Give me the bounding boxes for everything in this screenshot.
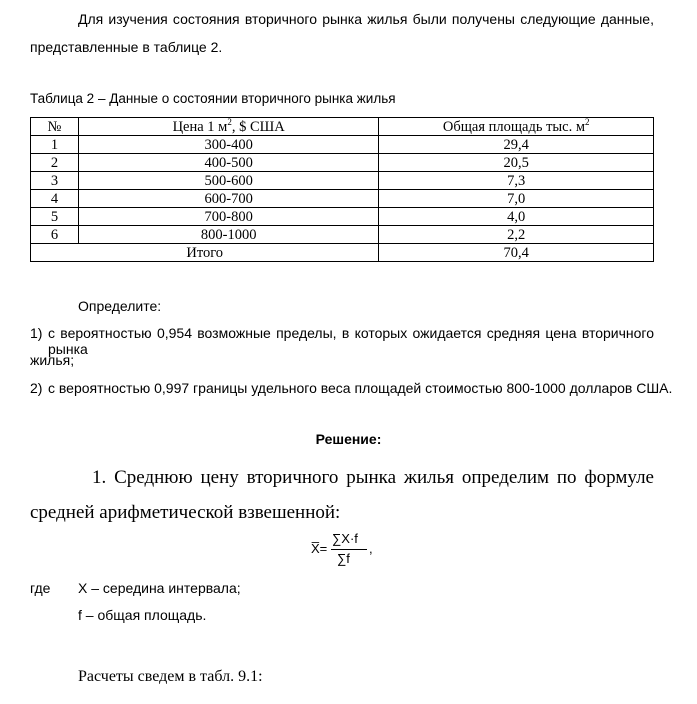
cell-num: 3 [31,172,79,190]
cell-area: 7,3 [379,172,654,190]
table-row [31,208,654,226]
cell-area: 29,4 [379,136,654,154]
formula-denominator: ∑f [337,551,350,566]
cell-area: 7,0 [379,190,654,208]
table-row [31,136,654,154]
cell-price: 300-400 [78,136,378,154]
intro-line-1: Для изучения состояния вторичного рынка жилья были получены следующие данные, [78,11,654,27]
cell-num: 5 [31,208,79,226]
cell-area: 4,0 [379,208,654,226]
task-item-2-num: 2) [30,380,43,396]
solution-heading: Решение: [315,431,382,447]
header-area: Общая площадь тыс. $м^2$ [379,118,654,136]
total-label: Итого [31,244,379,262]
cell-num: 2 [31,154,79,172]
cell-num: 1 [31,136,79,154]
table-caption: Таблица 2 – Данные о состоянии вторичного рынка жилья [30,91,396,106]
cell-price: 700-800 [78,208,378,226]
formula-lhs: X̅= [311,541,328,556]
intro-line-2: представленные в таблице 2. [30,39,223,55]
task-item-2-line-1: с вероятностью 0,997 границы удельного веса площадей стоимостью 800-1000 долларов США. [48,380,673,396]
table-total-row [31,244,654,262]
cell-num: 4 [31,190,79,208]
header-price: Цена 1 $м^2$, $ США [78,118,378,136]
task-item-1-line-2: жилья; [30,352,75,368]
cell-price: 400-500 [78,154,378,172]
task-item-1-line-1: с вероятностью 0,954 возможные пределы, в которых ожидается средняя цена вторичного рынка [48,325,654,357]
formula-numerator: ∑X·f [332,531,358,546]
table-row [31,172,654,190]
header-num: № [31,118,79,136]
market-data-table [30,117,654,262]
fraction-bar [331,549,367,550]
cell-price: 500-600 [78,172,378,190]
calculation-note: Расчеты сведем в табл. 9.1: [78,668,263,685]
cell-area: 2,2 [379,226,654,244]
table-row [31,226,654,244]
where-definition-1: X – середина интервала; [78,580,241,596]
where-definition-2: f – общая площадь. [78,607,207,623]
total-area: 70,4 [379,244,654,262]
table-row [31,154,654,172]
table-row [31,190,654,208]
task-item-1-num: 1) [30,325,43,341]
solution-paragraph-line-2: средней арифметической взвешенной: [30,502,341,523]
table-header-row [31,118,654,136]
cell-price: 600-700 [78,190,378,208]
cell-area: 20,5 [379,154,654,172]
cell-num: 6 [31,226,79,244]
solution-paragraph-line-1: 1. Среднюю цену вторичного рынка жилья определим по формуле [92,467,654,488]
task-heading: Определите: [78,298,162,314]
where-label: где [30,580,51,596]
formula-comma: , [369,541,373,556]
cell-price: 800-1000 [78,226,378,244]
